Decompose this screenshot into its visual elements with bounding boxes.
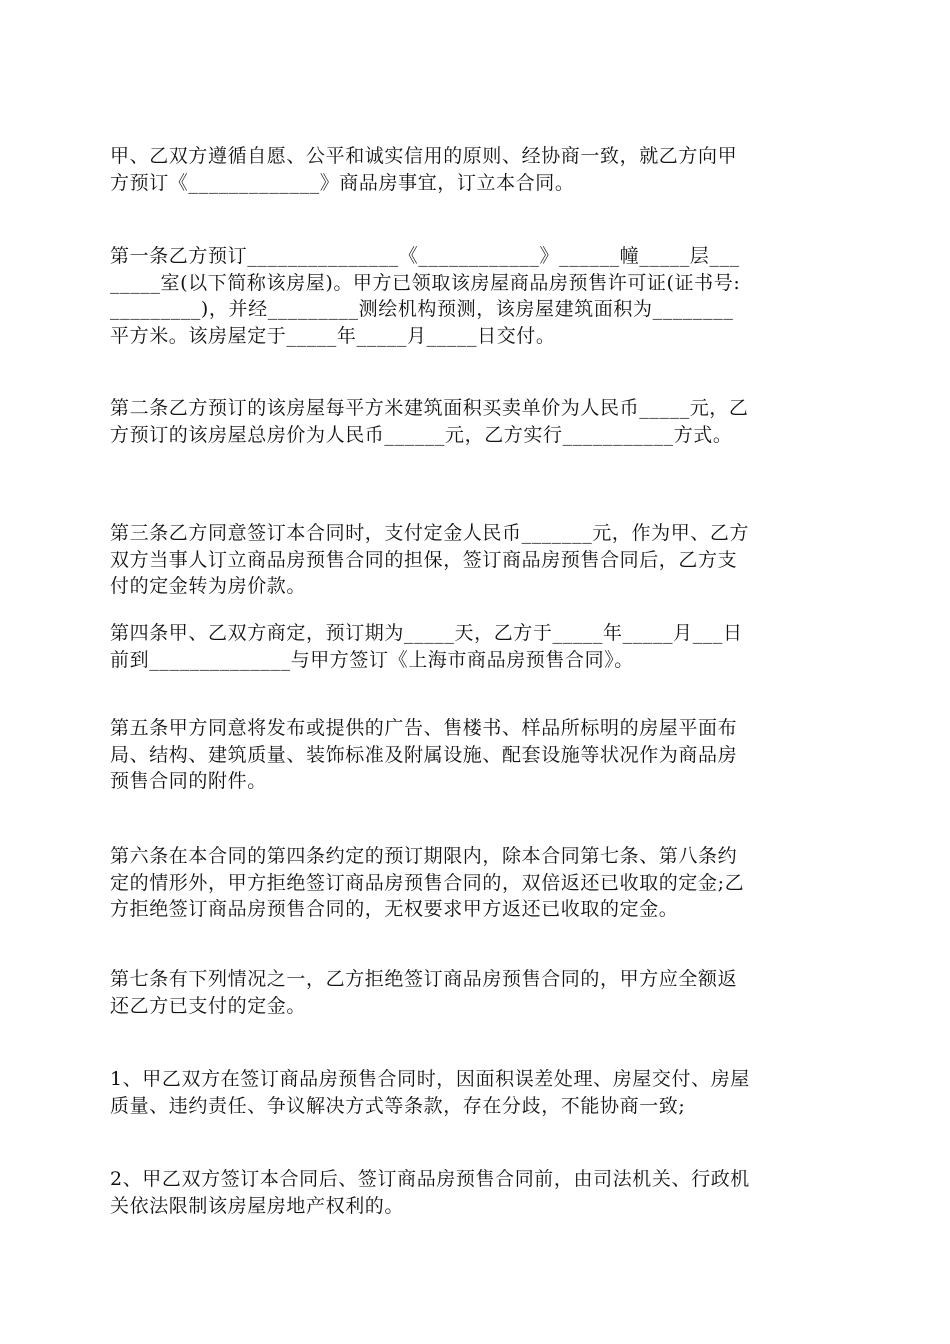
paragraph-article-7: 第七条有下列情况之一，乙方拒绝签订商品房预售合同的，甲方应全额返 还乙方已支付的定金。 [110,968,738,1017]
paragraph-article-3: 第三条乙方同意签订本合同时，支付定金人民币_______元，作为甲、乙方 双方当事人订立商品房预售合同的担保，签订商品房预售合同后，乙方支 付的定金转为房价款。 [110,522,750,597]
paragraph-article-5: 第五条甲方同意将发布或提供的广告、售楼书、样品所标明的房屋平面布 局、结构、建筑质量、装饰标准及附属设施、配套设施等状况作为商品房 预售合同的附件。 [110,717,738,792]
paragraph-preamble: 甲、乙双方遵循自愿、公平和诚实信用的原则、经协商一致，就乙方向甲 方预订《_____________》商品房事宜，订立本合同。 [110,145,738,194]
paragraph-article-6: 第六条在本合同的第四条约定的预订期限内，除本合同第七条、第八条约 定的情形外，甲方拒绝签订商品房预售合同的，双倍返还已收取的定金;乙 方拒绝签订商品房预售合同的，无权要求甲方返还已收取的定金。 [110,845,745,920]
paragraph-item-2: 2、甲乙双方签订本合同后、签订商品房预售合同前，由司法机关、行政机 关依法限制该房屋房地产权利的。 [110,1168,750,1217]
paragraph-article-1: 第一条乙方预订_______________《____________》______幢_____层___ _____室(以下简称该房屋)。甲方已领取该房屋商品房预售许可证(证书号: _________)，并经_________测绘机构预测，该房屋建筑面积为________ 平方米。该房屋定于_____年_____月_____日交付。 [110,245,741,347]
paragraph-article-2: 第二条乙方预订的该房屋每平方米建筑面积买卖单价为人民币_____元，乙 方预订的该房屋总房价为人民币______元，乙方实行___________方式。 [110,397,749,446]
paragraph-item-1: 1、甲乙双方在签订商品房预售合同时，因面积误差处理、房屋交付、房屋 质量、违约责任、争议解决方式等条款，存在分歧，不能协商一致; [110,1068,750,1117]
paragraph-article-4: 第四条甲、乙双方商定，预订期为_____天，乙方于_____年_____月___日 前到______________与甲方签订《上海市商品房预售合同》。 [110,622,743,671]
